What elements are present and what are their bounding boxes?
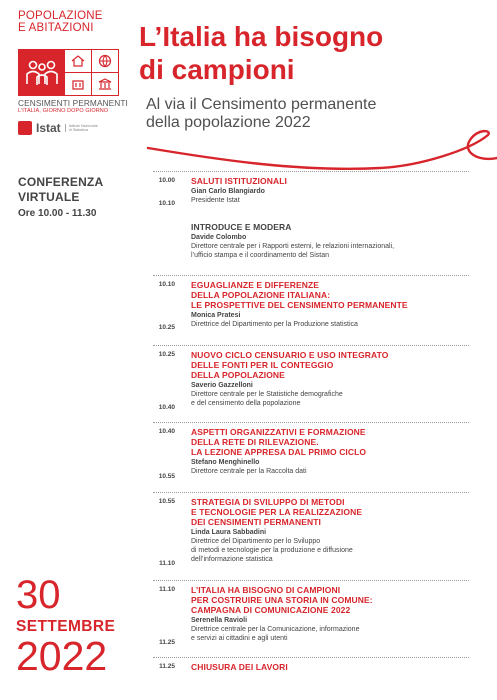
session-start-time: 11.25 xyxy=(159,663,175,670)
virtual-label: VIRTUALE xyxy=(18,190,80,204)
speaker-name: Gian Carlo Blangiardo xyxy=(191,188,265,195)
session-title-line: LE PROSPETTIVE DEL CENSIMENTO PERMANENTE xyxy=(191,300,408,310)
schedule-separator xyxy=(153,275,469,276)
speaker-role-line: e servizi ai cittadini e agli utenti xyxy=(191,635,288,642)
speaker-role-line: Direttore centrale per le Statistiche demografiche xyxy=(191,391,343,398)
speaker-name: Linda Laura Sabbadini xyxy=(191,529,267,536)
speaker-role-line: Direttore centrale per la Raccolta dati xyxy=(191,468,307,475)
logo-title-line1: POPOLAZIONE xyxy=(18,10,103,22)
speaker-role-line: e del censimento della popolazione xyxy=(191,400,301,407)
schedule-separator xyxy=(153,657,469,658)
schedule-separator xyxy=(153,422,469,423)
session-title-line: DELLA POPOLAZIONE ITALIANA: xyxy=(191,290,331,300)
session-title-line: DELLA POPOLAZIONE xyxy=(191,370,285,380)
istat-wordmark: Istat xyxy=(36,121,61,135)
session-end-time: 10.55 xyxy=(158,473,175,480)
census-label: CENSIMENTI PERMANENTI xyxy=(18,98,128,108)
speaker-name: Monica Pratesi xyxy=(191,312,241,319)
speaker-role-line: dell’informazione statistica xyxy=(191,556,273,563)
schedule-separator xyxy=(153,580,469,581)
istat-subtitle-line1: Istituto Nazionale xyxy=(68,124,98,128)
speaker-role-line: di metodi e tecnologie per la produzione e diffusione xyxy=(191,547,353,554)
subheadline-line1: Al via il Censimento permanente xyxy=(146,96,377,113)
session-title-line: CHIUSURA DEI LAVORI xyxy=(191,662,288,672)
speaker-name: Davide Colombo xyxy=(191,234,247,241)
session-title-line: PER COSTRUIRE UNA STORIA IN COMUNE: xyxy=(191,595,373,605)
session-title-line: ASPETTI ORGANIZZATIVI E FORMAZIONE xyxy=(191,427,366,437)
session-title-line: NUOVO CICLO CENSUARIO E USO INTEGRATO xyxy=(191,350,389,360)
census-tagline: L'ITALIA, GIORNO DOPO GIORNO xyxy=(18,108,109,114)
session-title-line: E TECNOLOGIE PER LA REALIZZAZIONE xyxy=(191,507,363,517)
headline-line1: L’Italia ha bisogno xyxy=(139,21,384,52)
speaker-role-line: Direttrice del Dipartimento per lo Sviluppo xyxy=(191,538,321,545)
speaker-name: Serenella Ravioli xyxy=(191,617,248,624)
speaker-role-line: Presidente Istat xyxy=(191,197,240,204)
event-day: 30 xyxy=(16,573,61,617)
session-title-line: STRATEGIA DI SVILUPPO DI METODI xyxy=(191,497,345,507)
session-title-line: INTRODUCE E MODERA xyxy=(191,222,292,232)
session-start-time: 10.55 xyxy=(158,498,175,505)
session-title-line: L’ITALIA HA BISOGNO DI CAMPIONI xyxy=(191,585,341,595)
session-title-line: SALUTI ISTITUZIONALI xyxy=(191,176,287,186)
session-title-line: DELLA RETE DI RILEVAZIONE. xyxy=(191,437,319,447)
session-title-line: DEI CENSIMENTI PERMANENTI xyxy=(191,517,322,527)
speaker-name: Stefano Menghinello xyxy=(191,459,260,466)
speaker-role-line: Direttrice del Dipartimento per la Produzione statistica xyxy=(191,321,358,328)
session-end-time: 11.25 xyxy=(159,639,175,646)
schedule-separator xyxy=(153,171,469,172)
speaker-name: Saverio Gazzelloni xyxy=(191,382,253,389)
session-end-time: 10.10 xyxy=(158,200,175,207)
session-start-time: 11.10 xyxy=(159,586,175,593)
speaker-role-line: Direttore centrale per i Rapporti esterni, le relazioni internazionali, xyxy=(191,243,395,250)
session-title-line: DELLE FONTI PER IL CONTEGGIO xyxy=(191,360,334,370)
conference-hours: Ore 10.00 - 11.30 xyxy=(18,208,97,219)
session-start-time: 10.40 xyxy=(158,428,175,435)
conference-type xyxy=(18,175,103,205)
session-start-time: 10.10 xyxy=(158,281,175,288)
session-end-time: 11.10 xyxy=(159,560,175,567)
red-ribbon-decoration xyxy=(0,0,497,200)
subheadline-line2: della popolazione 2022 xyxy=(146,114,311,131)
session-title-line: EGUAGLIANZE E DIFFERENZE xyxy=(191,280,320,290)
event-month: SETTEMBRE xyxy=(16,618,116,635)
event-year: 2022 xyxy=(16,633,108,679)
schedule-separator xyxy=(153,345,469,346)
speaker-role-line: Direttrice centrale per la Comunicazione, informazione xyxy=(191,626,360,633)
session-end-time: 10.25 xyxy=(158,324,175,331)
conference-label: CONFERENZA xyxy=(18,175,104,189)
speaker-role-line: l’ufficio stampa e il coordinamento del Sistan xyxy=(191,252,330,259)
session-title-line: LA LEZIONE APPRESA DAL PRIMO CICLO xyxy=(191,447,367,457)
schedule-separator xyxy=(153,492,469,493)
session-end-time: 10.40 xyxy=(158,404,175,411)
logo-title-line2: E ABITAZIONI xyxy=(18,22,94,34)
istat-subtitle-line2: di Statistica xyxy=(68,128,89,132)
headline-line2: di campioni xyxy=(139,54,295,85)
session-start-time: 10.00 xyxy=(158,177,175,184)
session-start-time: 10.25 xyxy=(158,351,175,358)
session-title-line: CAMPAGNA DI COMUNICAZIONE 2022 xyxy=(191,605,351,615)
